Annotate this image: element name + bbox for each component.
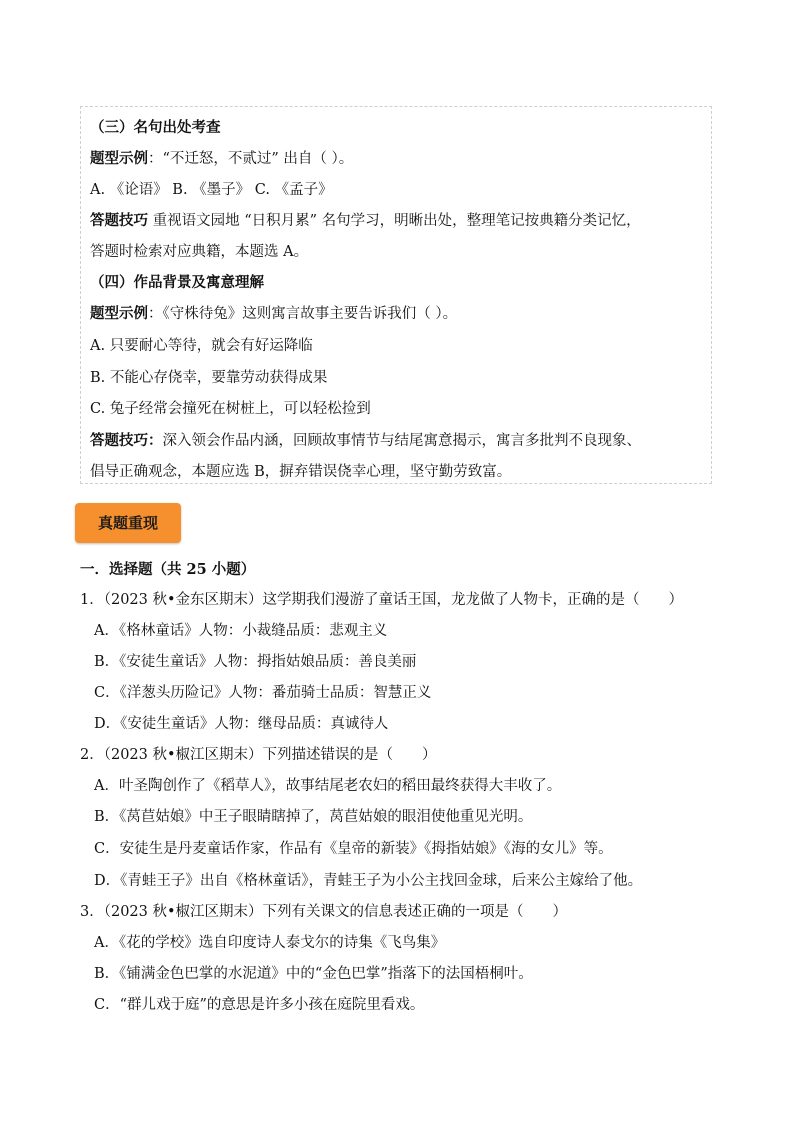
section-four-example	[90, 304, 457, 324]
question-2-stem: 2．（2023 秋•椒江区期末）下列描述错误的是（ ）	[80, 747, 437, 763]
tip-label: 答题技巧	[90, 212, 148, 229]
tip-text: 重视语文园地 “日积月累” 名句学习，明晰出处，整理笔记按典籍分类记忆，	[148, 213, 641, 229]
section-heading: 一．选择题（共 25 小题）	[80, 561, 256, 578]
section-three-options: A. 《论语》 B. 《墨子》 C. 《孟子》	[90, 182, 333, 198]
section-three-tip-cont: 答题时检索对应典籍，本题选 A。	[90, 244, 309, 260]
section-four-option-a: A. 只要耐心等待，就会有好运降临	[90, 338, 313, 354]
question-1-option-c: C．《洋葱头历险记》人物：番茄骑士品质：智慧正义	[94, 685, 432, 701]
section-four-option-b: B. 不能心存侥幸，要靠劳动获得成果	[90, 370, 328, 386]
section-three-example	[90, 149, 353, 169]
question-2-option-a: A．叶圣陶创作了《稻草人》，故事结尾老农妇的稻田最终获得大丰收了。	[94, 778, 562, 794]
question-3-option-b: B．《铺满金色巴掌的水泥道》中的“金色巴掌”指落下的法国梧桐叶。	[94, 966, 533, 982]
example-text: ：“不迁怒，不贰过” 出自（ ）。	[148, 151, 354, 167]
section-four-tip	[90, 431, 641, 451]
example-text: ：《守株待兔》这则寓言故事主要告诉我们（ ）。	[148, 306, 458, 322]
real-exam-badge: 真题重现	[75, 503, 181, 543]
section-four-option-c: C. 兔子经常会撞死在树桩上，可以轻松捡到	[90, 401, 371, 417]
tip-label: 答题技巧：	[90, 432, 163, 449]
question-1-stem: 1．（2023 秋•金东区期末）这学期我们漫游了童话王国，龙龙做了人物卡，正确的是（ ）	[80, 592, 684, 608]
question-2-option-c: C．安徒生是丹麦童话作家，作品有《皇帝的新装》《拇指姑娘》《海的女儿》等。	[94, 841, 613, 857]
question-1-option-d: D．《安徒生童话》人物：继母品质：真诚待人	[94, 716, 389, 732]
section-three-title: （三）名句出处考查	[90, 119, 221, 136]
question-2-option-d: D．《青蛙王子》出自《格林童话》，青蛙王子为小公主找回金球，后来公主嫁给了他。	[94, 873, 643, 889]
section-three-tip	[90, 211, 641, 231]
question-3-stem: 3．（2023 秋•椒江区期末）下列有关课文的信息表述正确的一项是（ ）	[80, 904, 568, 920]
section-four-title: （四）作品背景及寓意理解	[90, 274, 264, 291]
section-four-tip-cont: 倡导正确观念，本题应选 B，摒弃错误侥幸心理，坚守勤劳致富。	[90, 464, 512, 480]
question-3-option-c: C．“群儿戏于庭”的意思是许多小孩在庭院里看戏。	[94, 997, 425, 1013]
tip-text: 深入领会作品内涵，回顾故事情节与结尾寓意揭示，寓言多批判不良现象、	[162, 433, 641, 449]
example-label: 题型示例	[90, 305, 148, 322]
question-3-option-a: A．《花的学校》选自印度诗人泰戈尔的诗集《飞鸟集》	[94, 935, 446, 951]
example-label: 题型示例	[90, 150, 148, 167]
question-2-option-b: B．《莴苣姑娘》中王子眼睛瞎掉了，莴苣姑娘的眼泪使他重见光明。	[94, 809, 533, 825]
question-1-option-a: A．《格林童话》人物：小裁缝品质：悲观主义	[94, 623, 388, 639]
question-1-option-b: B．《安徒生童话》人物：拇指姑娘品质：善良美丽	[94, 654, 417, 670]
